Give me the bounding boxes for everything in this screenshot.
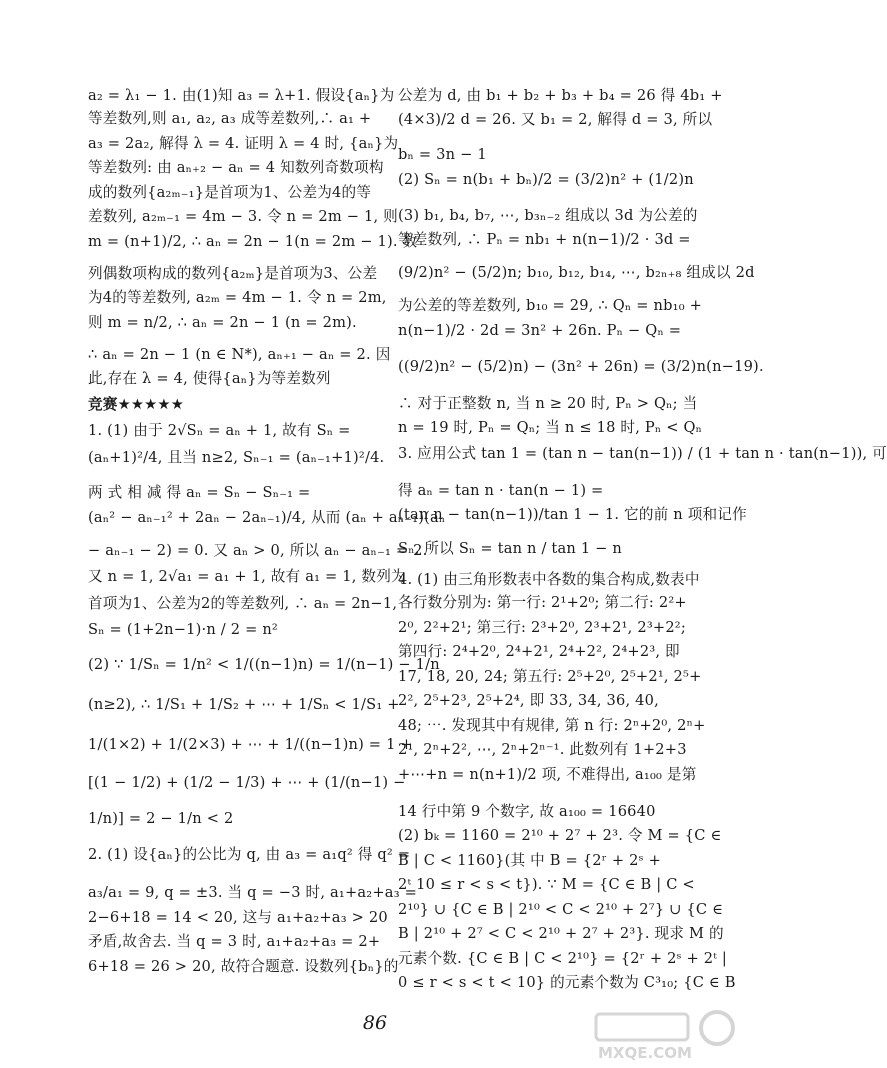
left-line: 差数列, a₂ₘ₋₁ = 4m − 3. 令 n = 2m − 1, 则 [88, 208, 398, 225]
left-line: [(1 − 1/2) + (1/2 − 1/3) + ⋯ + (1/(n−1) − [88, 774, 406, 791]
right-line: 14 行中第 9 个数字, 故 a₁₀₀ = 16640 [398, 802, 656, 820]
watermark-text: MXQE.COM [598, 1044, 692, 1062]
right-line: (3) b₁, b₄, b₇, ⋯, b₃ₙ₋₂ 组成以 3d 为公差的 [398, 206, 698, 224]
watermark-logo [592, 1008, 742, 1063]
page-number: 86 [362, 1012, 388, 1034]
left-line: m = (n+1)/2, ∴ aₙ = 2n − 1(n = 2m − 1). 数 [88, 232, 418, 250]
right-line: (2) Sₙ = n(b₁ + bₙ)/2 = (3/2)n² + (1/2)n [398, 170, 694, 188]
right-line: 0 ≤ r < s < t < 10} 的元素个数为 C³₁₀; {C ∈ B [398, 974, 736, 991]
left-line: 首项为1、公差为2的等差数列, ∴ aₙ = 2n−1, [88, 595, 398, 612]
right-line: 各行数分别为: 第一行: 2¹+2⁰; 第二行: 2²+ [398, 594, 687, 611]
left-line: 1/n)] = 2 − 1/n < 2 [88, 810, 234, 827]
right-line: (9/2)n² − (5/2)n; b₁₀, b₁₂, b₁₄, ⋯, b₂ₙ₊₈ 组成以 2d [398, 264, 755, 281]
right-line: ((9/2)n² − (5/2)n) − (3n² + 26n) = (3/2)n(n−19). [398, 357, 764, 375]
right-line: 公差为 d, 由 b₁ + b₂ + b₃ + b₄ = 26 得 4b₁ + [398, 87, 723, 104]
left-line: (2) ∵ 1/Sₙ = 1/n² < 1/((n−1)n) = 1/(n−1) − 1/n [88, 656, 440, 673]
left-line: 竞赛★★★★★ [88, 395, 185, 413]
left-line: 2−6+18 = 14 < 20, 这与 a₁+a₂+a₃ > 20 [88, 908, 388, 926]
left-line: 则 m = n/2, ∴ aₙ = 2n − 1 (n = 2m). [88, 313, 357, 331]
right-line: 4. (1) 由三角形数表中各数的集合构成,数表中 [398, 571, 700, 588]
left-line: 1/(1×2) + 1/(2×3) + ⋯ + 1/((n−1)n) = 1 + [88, 736, 413, 753]
right-line: 等差数列, ∴ Pₙ = nb₁ + n(n−1)/2 · 3d = [398, 231, 691, 248]
right-line: 为公差的等差数列, b₁₀ = 29, ∴ Qₙ = nb₁₀ + [398, 297, 703, 314]
right-line: bₙ = 3n − 1 [398, 146, 487, 163]
right-line: 48; ⋯. 发现其中有规律, 第 n 行: 2ⁿ+2⁰, 2ⁿ+ [398, 716, 706, 734]
left-line: 两 式 相 减 得 aₙ = Sₙ − Sₙ₋₁ = [88, 484, 311, 501]
right-line: 17, 18, 20, 24; 第五行: 2⁵+2⁰, 2⁵+2¹, 2⁵+ [398, 667, 702, 685]
right-line: ∴ 对于正整数 n, 当 n ≥ 20 时, Pₙ > Qₙ; 当 [398, 394, 698, 412]
right-line: n = 19 时, Pₙ = Qₙ; 当 n ≤ 18 时, Pₙ < Qₙ [398, 419, 703, 436]
left-line: 6+18 = 26 > 20, 故符合题意. 设数列{bₙ}的 [88, 957, 399, 975]
left-line: 为4的等差数列, a₂ₘ = 4m − 1. 令 n = 2m, [88, 289, 387, 306]
left-line: Sₙ = (1+2n−1)·n / 2 = n² [88, 621, 278, 638]
left-line: 又 n = 1, 2√a₁ = a₁ + 1, 故有 a₁ = 1, 数列为 [88, 568, 406, 585]
left-line: 等差数列: 由 aₙ₊₂ − aₙ = 4 知数列奇数项构 [88, 159, 384, 176]
right-line: (tan n − tan(n−1))/tan 1 − 1. 它的前 n 项和记作 [398, 506, 747, 523]
right-line: +⋯+n = n(n+1)/2 项, 不难得出, a₁₀₀ 是第 [398, 765, 697, 783]
right-line: 2⁰, 2²+2¹; 第三行: 2³+2⁰, 2³+2¹, 2³+2²; [398, 618, 686, 636]
left-line: a₃ = 2a₂, 解得 λ = 4. 证明 λ = 4 时, {aₙ}为 [88, 134, 399, 152]
right-line: 元素个数. {C ∈ B | C < 2¹⁰} = {2ʳ + 2ˢ + 2ᵗ | [398, 949, 728, 967]
left-line: 2. (1) 设{aₙ}的公比为 q, 由 a₃ = a₁q² 得 q² = [88, 846, 411, 863]
right-line: (2) bₖ = 1160 = 2¹⁰ + 2⁷ + 2³. 令 M = {C ∈ [398, 827, 722, 844]
left-line: 矛盾,故舍去. 当 q = 3 时, a₁+a₂+a₃ = 2+ [88, 933, 381, 950]
left-line: 此,存在 λ = 4, 使得{aₙ}为等差数列 [88, 370, 331, 387]
right-line: Sₙ, 所以 Sₙ = tan n / tan 1 − n [398, 540, 623, 557]
right-line: B | C < 1160}(其 中 B = {2ʳ + 2ˢ + [398, 851, 662, 869]
right-line: 2², 2⁵+2³, 2⁵+2⁴, 即 33, 34, 36, 40, [398, 692, 659, 709]
left-line: − aₙ₋₁ − 2) = 0. 又 aₙ > 0, 所以 aₙ − aₙ₋₁ = 2. [88, 542, 428, 559]
right-line: 2¹, 2ⁿ+2², ⋯, 2ⁿ+2ⁿ⁻¹. 此数列有 1+2+3 [398, 741, 687, 758]
right-line: 第四行: 2⁴+2⁰, 2⁴+2¹, 2⁴+2², 2⁴+2³, 即 [398, 643, 680, 660]
right-line: 3. 应用公式 tan 1 = (tan n − tan(n−1)) / (1 + tan n · tan(n−1)), 可 [398, 445, 887, 462]
left-line: (aₙ+1)²/4, 且当 n≥2, Sₙ₋₁ = (aₙ₋₁+1)²/4. [88, 449, 385, 466]
left-line: 列偶数项构成的数列{a₂ₘ}是首项为3、公差 [88, 264, 378, 282]
left-line: a₃/a₁ = 9, q = ±3. 当 q = −3 时, a₁+a₂+a₃ = [88, 884, 418, 901]
left-line: a₂ = λ₁ − 1. 由(1)知 a₃ = λ+1. 假设{aₙ}为 [88, 87, 395, 104]
left-line: (aₙ² − aₙ₋₁² + 2aₙ − 2aₙ₋₁)/4, 从而 (aₙ + aₙ₋₁)(aₙ [88, 509, 446, 526]
right-line: (4×3)/2 d = 26. 又 b₁ = 2, 解得 d = 3, 所以 [398, 111, 713, 128]
left-line: (n≥2), ∴ 1/S₁ + 1/S₂ + ⋯ + 1/Sₙ < 1/S₁ + [88, 696, 400, 713]
right-line: 2¹⁰} ∪ {C ∈ B | 2¹⁰ < C < 2¹⁰ + 2⁷} ∪ {C ∈ [398, 900, 724, 918]
right-line: 2ᵗ 10 ≤ r < s < t}). ∵ M = {C ∈ B | C < [398, 876, 695, 893]
left-line: 1. (1) 由于 2√Sₙ = aₙ + 1, 故有 Sₙ = [88, 421, 351, 439]
left-line: 成的数列{a₂ₘ₋₁}是首项为1、公差为4的等 [88, 183, 372, 201]
left-line: 等差数列,则 a₁, a₂, a₃ 成等差数列,∴ a₁ + [88, 110, 372, 127]
right-line: 得 aₙ = tan n · tan(n − 1) = [398, 482, 604, 499]
right-line: B | 2¹⁰ + 2⁷ < C < 2¹⁰ + 2⁷ + 2³}. 现求 M 的 [398, 925, 724, 942]
left-line: ∴ aₙ = 2n − 1 (n ∈ N*), aₙ₊₁ − aₙ = 2. 因 [88, 345, 391, 363]
right-line: n(n−1)/2 · 2d = 3n² + 26n. Pₙ − Qₙ = [398, 321, 682, 339]
